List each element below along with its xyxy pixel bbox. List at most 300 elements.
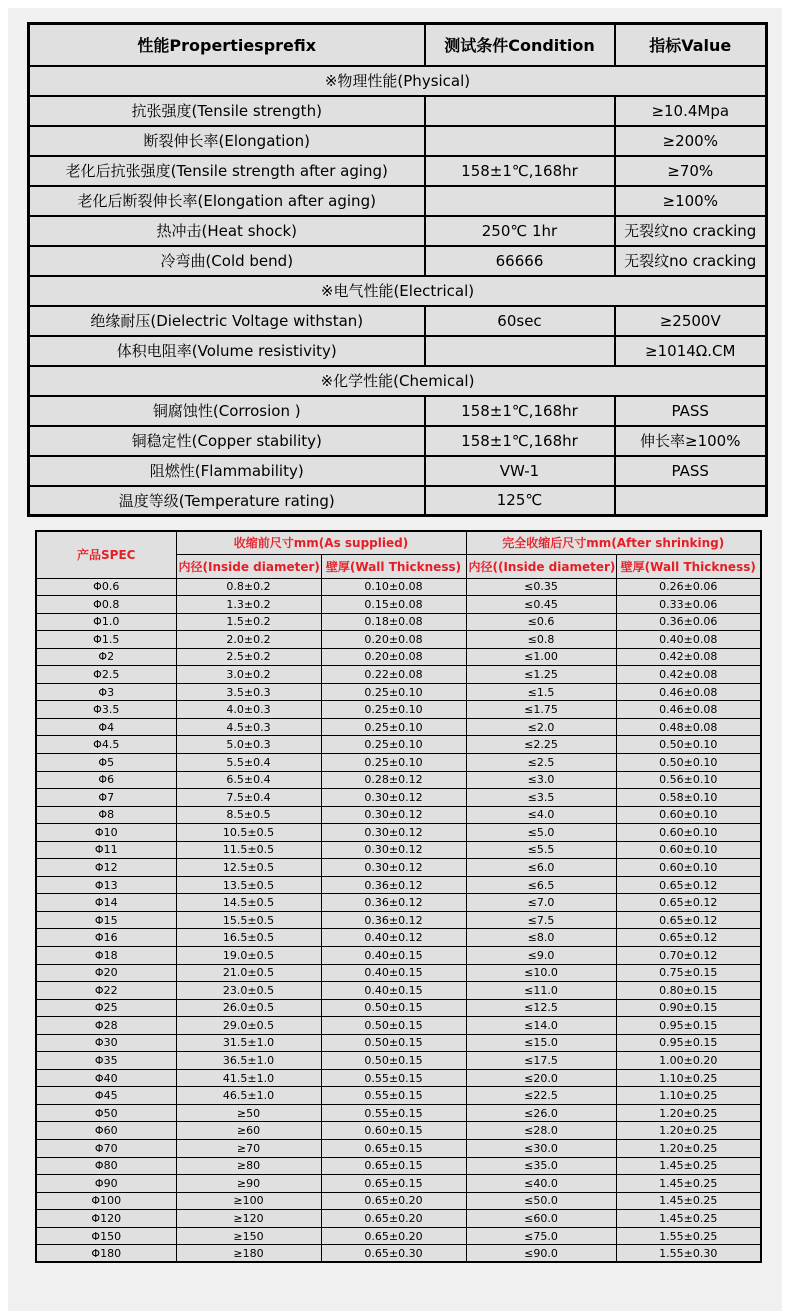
before-wall-cell: 0.30±0.12 <box>321 824 466 842</box>
after-wall-cell: 0.70±0.12 <box>616 946 761 964</box>
before-id-cell: 4.5±0.3 <box>176 718 321 736</box>
property-cell: 老化后抗张强度(Tensile strength after aging) <box>29 156 425 186</box>
before-wall-cell: 0.65±0.20 <box>321 1192 466 1210</box>
after-wall-cell: 0.46±0.08 <box>616 683 761 701</box>
value-cell: PASS <box>615 396 767 426</box>
section-row <box>29 276 767 306</box>
size-row <box>36 578 761 596</box>
after-id-cell: ≤9.0 <box>466 946 616 964</box>
after-wall-cell: 1.20±0.25 <box>616 1122 761 1140</box>
after-id-cell: ≤6.5 <box>466 876 616 894</box>
before-wall-cell: 0.18±0.08 <box>321 613 466 631</box>
before-wall-cell: 0.50±0.15 <box>321 1052 466 1070</box>
size-row <box>36 824 761 842</box>
size-row <box>36 1157 761 1175</box>
condition-cell <box>425 186 615 216</box>
after-wall-cell: 0.42±0.08 <box>616 648 761 666</box>
size-row <box>36 718 761 736</box>
size-row <box>36 631 761 649</box>
before-wall-cell: 0.20±0.08 <box>321 648 466 666</box>
before-wall-cell: 0.50±0.15 <box>321 1034 466 1052</box>
size-table-body <box>36 578 761 1262</box>
after-id-cell: ≤0.45 <box>466 596 616 614</box>
size-row <box>36 753 761 771</box>
spec-cell: Φ3.5 <box>36 701 176 719</box>
after-id-cell: ≤4.0 <box>466 806 616 824</box>
before-wall-cell: 0.25±0.10 <box>321 736 466 754</box>
before-wall-cell: 0.40±0.12 <box>321 929 466 947</box>
after-id-cell: ≤10.0 <box>466 964 616 982</box>
size-row <box>36 666 761 684</box>
before-id-cell: ≥80 <box>176 1157 321 1175</box>
before-wall-cell: 0.50±0.15 <box>321 1017 466 1035</box>
value-cell: ≥200% <box>615 126 767 156</box>
after-id-cell: ≤7.5 <box>466 911 616 929</box>
size-row <box>36 683 761 701</box>
before-wall-cell: 0.40±0.15 <box>321 964 466 982</box>
before-id-cell: 12.5±0.5 <box>176 859 321 877</box>
condition-cell: 125℃ <box>425 486 615 516</box>
before-id-cell: 29.0±0.5 <box>176 1017 321 1035</box>
size-row <box>36 964 761 982</box>
before-id-cell: 46.5±1.0 <box>176 1087 321 1105</box>
after-id-cell: ≤0.35 <box>466 578 616 596</box>
before-wall-cell: 0.50±0.15 <box>321 999 466 1017</box>
before-id-cell: 5.5±0.4 <box>176 753 321 771</box>
property-row <box>29 126 767 156</box>
spec-cell: Φ4.5 <box>36 736 176 754</box>
size-row <box>36 1017 761 1035</box>
spec-cell: Φ22 <box>36 982 176 1000</box>
size-header-group-before: 收缩前尺寸mm(As supplied) <box>176 531 466 554</box>
size-row <box>36 999 761 1017</box>
after-wall-cell: 1.55±0.25 <box>616 1227 761 1245</box>
condition-cell: 158±1℃,168hr <box>425 426 615 456</box>
before-wall-cell: 0.36±0.12 <box>321 894 466 912</box>
before-id-cell: 4.0±0.3 <box>176 701 321 719</box>
after-id-cell: ≤2.5 <box>466 753 616 771</box>
after-id-cell: ≤28.0 <box>466 1122 616 1140</box>
after-id-cell: ≤1.25 <box>466 666 616 684</box>
size-row <box>36 841 761 859</box>
after-id-cell: ≤1.5 <box>466 683 616 701</box>
before-id-cell: 8.5±0.5 <box>176 806 321 824</box>
property-row <box>29 96 767 126</box>
size-row <box>36 701 761 719</box>
before-wall-cell: 0.60±0.15 <box>321 1122 466 1140</box>
value-cell: ≥1014Ω.CM <box>615 336 767 366</box>
before-wall-cell: 0.22±0.08 <box>321 666 466 684</box>
before-wall-cell: 0.65±0.15 <box>321 1140 466 1158</box>
after-wall-cell: 0.75±0.15 <box>616 964 761 982</box>
after-wall-cell: 0.50±0.10 <box>616 736 761 754</box>
value-cell <box>615 486 767 516</box>
before-id-cell: 3.5±0.3 <box>176 683 321 701</box>
before-wall-cell: 0.36±0.12 <box>321 876 466 894</box>
after-wall-cell: 0.95±0.15 <box>616 1034 761 1052</box>
after-id-cell: ≤3.0 <box>466 771 616 789</box>
before-id-cell: 16.5±0.5 <box>176 929 321 947</box>
before-id-cell: 23.0±0.5 <box>176 982 321 1000</box>
spec-cell: Φ40 <box>36 1069 176 1087</box>
before-id-cell: ≥90 <box>176 1175 321 1193</box>
after-id-cell: ≤3.5 <box>466 789 616 807</box>
before-wall-cell: 0.30±0.12 <box>321 859 466 877</box>
section-label: ※化学性能(Chemical) <box>29 366 767 396</box>
after-id-cell: ≤8.0 <box>466 929 616 947</box>
spec-cell: Φ70 <box>36 1140 176 1158</box>
after-wall-cell: 0.56±0.10 <box>616 771 761 789</box>
spec-cell: Φ18 <box>36 946 176 964</box>
section-row <box>29 66 767 96</box>
property-cell: 冷弯曲(Cold bend) <box>29 246 425 276</box>
after-wall-cell: 0.58±0.10 <box>616 789 761 807</box>
spec-cell: Φ90 <box>36 1175 176 1193</box>
size-row <box>36 736 761 754</box>
size-row <box>36 648 761 666</box>
before-id-cell: 1.3±0.2 <box>176 596 321 614</box>
before-wall-cell: 0.40±0.15 <box>321 946 466 964</box>
after-wall-cell: 1.20±0.25 <box>616 1104 761 1122</box>
properties-header-name: 性能Propertiesprefix <box>29 24 425 66</box>
property-cell: 抗张强度(Tensile strength) <box>29 96 425 126</box>
after-wall-cell: 0.95±0.15 <box>616 1017 761 1035</box>
after-id-cell: ≤50.0 <box>466 1192 616 1210</box>
before-id-cell: ≥50 <box>176 1104 321 1122</box>
before-wall-cell: 0.65±0.30 <box>321 1245 466 1263</box>
before-id-cell: 10.5±0.5 <box>176 824 321 842</box>
before-wall-cell: 0.55±0.15 <box>321 1087 466 1105</box>
before-id-cell: 14.5±0.5 <box>176 894 321 912</box>
properties-header-value: 指标Value <box>615 24 767 66</box>
before-id-cell: 3.0±0.2 <box>176 666 321 684</box>
before-wall-cell: 0.65±0.20 <box>321 1227 466 1245</box>
before-wall-cell: 0.25±0.10 <box>321 683 466 701</box>
size-row <box>36 1087 761 1105</box>
property-cell: 温度等级(Temperature rating) <box>29 486 425 516</box>
properties-header-row <box>29 24 767 66</box>
size-row <box>36 1192 761 1210</box>
condition-cell <box>425 336 615 366</box>
before-id-cell: 6.5±0.4 <box>176 771 321 789</box>
size-row <box>36 1122 761 1140</box>
spec-cell: Φ14 <box>36 894 176 912</box>
property-row <box>29 486 767 516</box>
after-id-cell: ≤90.0 <box>466 1245 616 1263</box>
value-cell: 伸长率≥100% <box>615 426 767 456</box>
after-id-cell: ≤5.0 <box>466 824 616 842</box>
after-wall-cell: 1.45±0.25 <box>616 1175 761 1193</box>
size-row <box>36 806 761 824</box>
before-id-cell: 15.5±0.5 <box>176 911 321 929</box>
after-id-cell: ≤1.75 <box>466 701 616 719</box>
after-wall-cell: 0.60±0.10 <box>616 841 761 859</box>
spec-cell: Φ6 <box>36 771 176 789</box>
before-wall-cell: 0.40±0.15 <box>321 982 466 1000</box>
after-id-cell: ≤6.0 <box>466 859 616 877</box>
before-wall-cell: 0.25±0.10 <box>321 701 466 719</box>
after-wall-cell: 0.65±0.12 <box>616 929 761 947</box>
size-group-header-row <box>36 531 761 554</box>
before-id-cell: 26.0±0.5 <box>176 999 321 1017</box>
size-row <box>36 876 761 894</box>
spec-cell: Φ12 <box>36 859 176 877</box>
after-id-cell: ≤0.8 <box>466 631 616 649</box>
condition-cell: 60sec <box>425 306 615 336</box>
spec-cell: Φ28 <box>36 1017 176 1035</box>
size-table <box>35 530 762 1263</box>
size-row <box>36 894 761 912</box>
property-cell: 断裂伸长率(Elongation) <box>29 126 425 156</box>
size-row <box>36 946 761 964</box>
spec-cell: Φ13 <box>36 876 176 894</box>
value-cell: ≥2500V <box>615 306 767 336</box>
after-id-cell: ≤60.0 <box>466 1210 616 1228</box>
property-cell: 老化后断裂伸长率(Elongation after aging) <box>29 186 425 216</box>
properties-header-condition: 测试条件Condition <box>425 24 615 66</box>
spec-cell: Φ8 <box>36 806 176 824</box>
after-wall-cell: 0.42±0.08 <box>616 666 761 684</box>
after-wall-cell: 0.60±0.10 <box>616 824 761 842</box>
before-wall-cell: 0.55±0.15 <box>321 1069 466 1087</box>
before-id-cell: 21.0±0.5 <box>176 964 321 982</box>
after-id-cell: ≤40.0 <box>466 1175 616 1193</box>
before-id-cell: 41.5±1.0 <box>176 1069 321 1087</box>
spec-cell: Φ11 <box>36 841 176 859</box>
before-id-cell: 31.5±1.0 <box>176 1034 321 1052</box>
before-wall-cell: 0.65±0.15 <box>321 1175 466 1193</box>
after-wall-cell: 1.45±0.25 <box>616 1192 761 1210</box>
spec-cell: Φ5 <box>36 753 176 771</box>
property-row <box>29 336 767 366</box>
after-wall-cell: 0.33±0.06 <box>616 596 761 614</box>
after-id-cell: ≤14.0 <box>466 1017 616 1035</box>
after-id-cell: ≤2.25 <box>466 736 616 754</box>
size-row <box>36 1210 761 1228</box>
before-id-cell: 2.5±0.2 <box>176 648 321 666</box>
section-row <box>29 366 767 396</box>
before-id-cell: 0.8±0.2 <box>176 578 321 596</box>
before-wall-cell: 0.55±0.15 <box>321 1104 466 1122</box>
section-label: ※电气性能(Electrical) <box>29 276 767 306</box>
after-wall-cell: 1.55±0.30 <box>616 1245 761 1263</box>
before-id-cell: 36.5±1.0 <box>176 1052 321 1070</box>
condition-cell: 66666 <box>425 246 615 276</box>
condition-cell: VW-1 <box>425 456 615 486</box>
size-header-after-id: 内径((Inside diameter) <box>466 554 616 578</box>
before-id-cell: 11.5±0.5 <box>176 841 321 859</box>
size-row <box>36 1104 761 1122</box>
spec-cell: Φ30 <box>36 1034 176 1052</box>
before-id-cell: ≥180 <box>176 1245 321 1263</box>
before-id-cell: 2.0±0.2 <box>176 631 321 649</box>
property-row <box>29 246 767 276</box>
spec-cell: Φ100 <box>36 1192 176 1210</box>
condition-cell: 158±1℃,168hr <box>425 396 615 426</box>
spec-cell: Φ45 <box>36 1087 176 1105</box>
before-id-cell: 19.0±0.5 <box>176 946 321 964</box>
before-wall-cell: 0.20±0.08 <box>321 631 466 649</box>
after-wall-cell: 0.80±0.15 <box>616 982 761 1000</box>
after-id-cell: ≤5.5 <box>466 841 616 859</box>
before-wall-cell: 0.15±0.08 <box>321 596 466 614</box>
before-wall-cell: 0.30±0.12 <box>321 806 466 824</box>
after-wall-cell: 0.65±0.12 <box>616 876 761 894</box>
after-id-cell: ≤2.0 <box>466 718 616 736</box>
size-row <box>36 859 761 877</box>
property-row <box>29 186 767 216</box>
size-row <box>36 789 761 807</box>
spec-cell: Φ2.5 <box>36 666 176 684</box>
property-row <box>29 306 767 336</box>
size-row <box>36 911 761 929</box>
after-id-cell: ≤26.0 <box>466 1104 616 1122</box>
after-wall-cell: 0.36±0.06 <box>616 613 761 631</box>
after-wall-cell: 0.48±0.08 <box>616 718 761 736</box>
value-cell: PASS <box>615 456 767 486</box>
properties-table <box>27 22 768 517</box>
size-header-spec: 产品SPEC <box>36 531 176 578</box>
before-id-cell: ≥60 <box>176 1122 321 1140</box>
after-id-cell: ≤22.5 <box>466 1087 616 1105</box>
value-cell: ≥70% <box>615 156 767 186</box>
after-wall-cell: 1.45±0.25 <box>616 1157 761 1175</box>
size-header-after-wall: 壁厚(Wall Thickness) <box>616 554 761 578</box>
before-wall-cell: 0.25±0.10 <box>321 753 466 771</box>
before-wall-cell: 0.65±0.15 <box>321 1157 466 1175</box>
condition-cell <box>425 96 615 126</box>
size-row <box>36 1140 761 1158</box>
property-row <box>29 456 767 486</box>
spec-cell: Φ25 <box>36 999 176 1017</box>
before-wall-cell: 0.30±0.12 <box>321 789 466 807</box>
property-row <box>29 156 767 186</box>
spec-cell: Φ150 <box>36 1227 176 1245</box>
before-id-cell: ≥120 <box>176 1210 321 1228</box>
spec-cell: Φ0.6 <box>36 578 176 596</box>
after-id-cell: ≤7.0 <box>466 894 616 912</box>
spec-cell: Φ50 <box>36 1104 176 1122</box>
before-wall-cell: 0.36±0.12 <box>321 911 466 929</box>
spec-cell: Φ7 <box>36 789 176 807</box>
property-row <box>29 216 767 246</box>
spec-cell: Φ60 <box>36 1122 176 1140</box>
before-id-cell: 1.5±0.2 <box>176 613 321 631</box>
spec-cell: Φ2 <box>36 648 176 666</box>
property-cell: 绝缘耐压(Dielectric Voltage withstan) <box>29 306 425 336</box>
after-wall-cell: 0.65±0.12 <box>616 894 761 912</box>
properties-table-body <box>29 66 767 516</box>
spec-cell: Φ15 <box>36 911 176 929</box>
after-wall-cell: 0.26±0.06 <box>616 578 761 596</box>
before-id-cell: 7.5±0.4 <box>176 789 321 807</box>
after-wall-cell: 1.45±0.25 <box>616 1210 761 1228</box>
size-row <box>36 1245 761 1263</box>
spec-cell: Φ3 <box>36 683 176 701</box>
condition-cell <box>425 126 615 156</box>
after-wall-cell: 0.60±0.10 <box>616 859 761 877</box>
value-cell: 无裂纹no cracking <box>615 246 767 276</box>
condition-cell: 250℃ 1hr <box>425 216 615 246</box>
size-row <box>36 1069 761 1087</box>
after-id-cell: ≤15.0 <box>466 1034 616 1052</box>
property-row <box>29 426 767 456</box>
size-row <box>36 982 761 1000</box>
value-cell: ≥10.4Mpa <box>615 96 767 126</box>
spec-cell: Φ16 <box>36 929 176 947</box>
property-cell: 热冲击(Heat shock) <box>29 216 425 246</box>
after-id-cell: ≤30.0 <box>466 1140 616 1158</box>
after-wall-cell: 0.40±0.08 <box>616 631 761 649</box>
before-id-cell: ≥100 <box>176 1192 321 1210</box>
size-header-before-wall: 壁厚(Wall Thickness) <box>321 554 466 578</box>
spec-cell: Φ20 <box>36 964 176 982</box>
value-cell: ≥100% <box>615 186 767 216</box>
after-id-cell: ≤20.0 <box>466 1069 616 1087</box>
spec-cell: Φ1.0 <box>36 613 176 631</box>
property-cell: 铜腐蚀性(Corrosion ) <box>29 396 425 426</box>
after-wall-cell: 1.10±0.25 <box>616 1087 761 1105</box>
after-wall-cell: 1.20±0.25 <box>616 1140 761 1158</box>
spec-cell: Φ4 <box>36 718 176 736</box>
after-id-cell: ≤17.5 <box>466 1052 616 1070</box>
before-wall-cell: 0.25±0.10 <box>321 718 466 736</box>
after-id-cell: ≤1.00 <box>466 648 616 666</box>
size-row <box>36 1034 761 1052</box>
before-id-cell: 13.5±0.5 <box>176 876 321 894</box>
size-header-group-after: 完全收缩后尺寸mm(After shrinking) <box>466 531 761 554</box>
before-wall-cell: 0.30±0.12 <box>321 841 466 859</box>
size-row <box>36 1052 761 1070</box>
spec-cell: Φ0.8 <box>36 596 176 614</box>
property-cell: 体积电阻率(Volume resistivity) <box>29 336 425 366</box>
section-label: ※物理性能(Physical) <box>29 66 767 96</box>
after-wall-cell: 0.90±0.15 <box>616 999 761 1017</box>
value-cell: 无裂纹no cracking <box>615 216 767 246</box>
size-row <box>36 771 761 789</box>
before-id-cell: ≥150 <box>176 1227 321 1245</box>
before-id-cell: 5.0±0.3 <box>176 736 321 754</box>
spec-cell: Φ180 <box>36 1245 176 1263</box>
after-wall-cell: 0.50±0.10 <box>616 753 761 771</box>
spec-cell: Φ1.5 <box>36 631 176 649</box>
after-id-cell: ≤0.6 <box>466 613 616 631</box>
after-wall-cell: 1.10±0.25 <box>616 1069 761 1087</box>
after-wall-cell: 1.00±0.20 <box>616 1052 761 1070</box>
condition-cell: 158±1℃,168hr <box>425 156 615 186</box>
spec-cell: Φ80 <box>36 1157 176 1175</box>
spec-cell: Φ35 <box>36 1052 176 1070</box>
property-row <box>29 396 767 426</box>
after-id-cell: ≤11.0 <box>466 982 616 1000</box>
after-id-cell: ≤35.0 <box>466 1157 616 1175</box>
size-row <box>36 1175 761 1193</box>
after-wall-cell: 0.65±0.12 <box>616 911 761 929</box>
before-id-cell: ≥70 <box>176 1140 321 1158</box>
after-wall-cell: 0.60±0.10 <box>616 806 761 824</box>
property-cell: 铜稳定性(Copper stability) <box>29 426 425 456</box>
after-id-cell: ≤12.5 <box>466 999 616 1017</box>
before-wall-cell: 0.28±0.12 <box>321 771 466 789</box>
size-row <box>36 596 761 614</box>
size-row <box>36 613 761 631</box>
spec-cell: Φ10 <box>36 824 176 842</box>
spec-cell: Φ120 <box>36 1210 176 1228</box>
after-id-cell: ≤75.0 <box>466 1227 616 1245</box>
property-cell: 阻燃性(Flammability) <box>29 456 425 486</box>
size-row <box>36 929 761 947</box>
spec-sheet-page <box>8 8 782 1311</box>
